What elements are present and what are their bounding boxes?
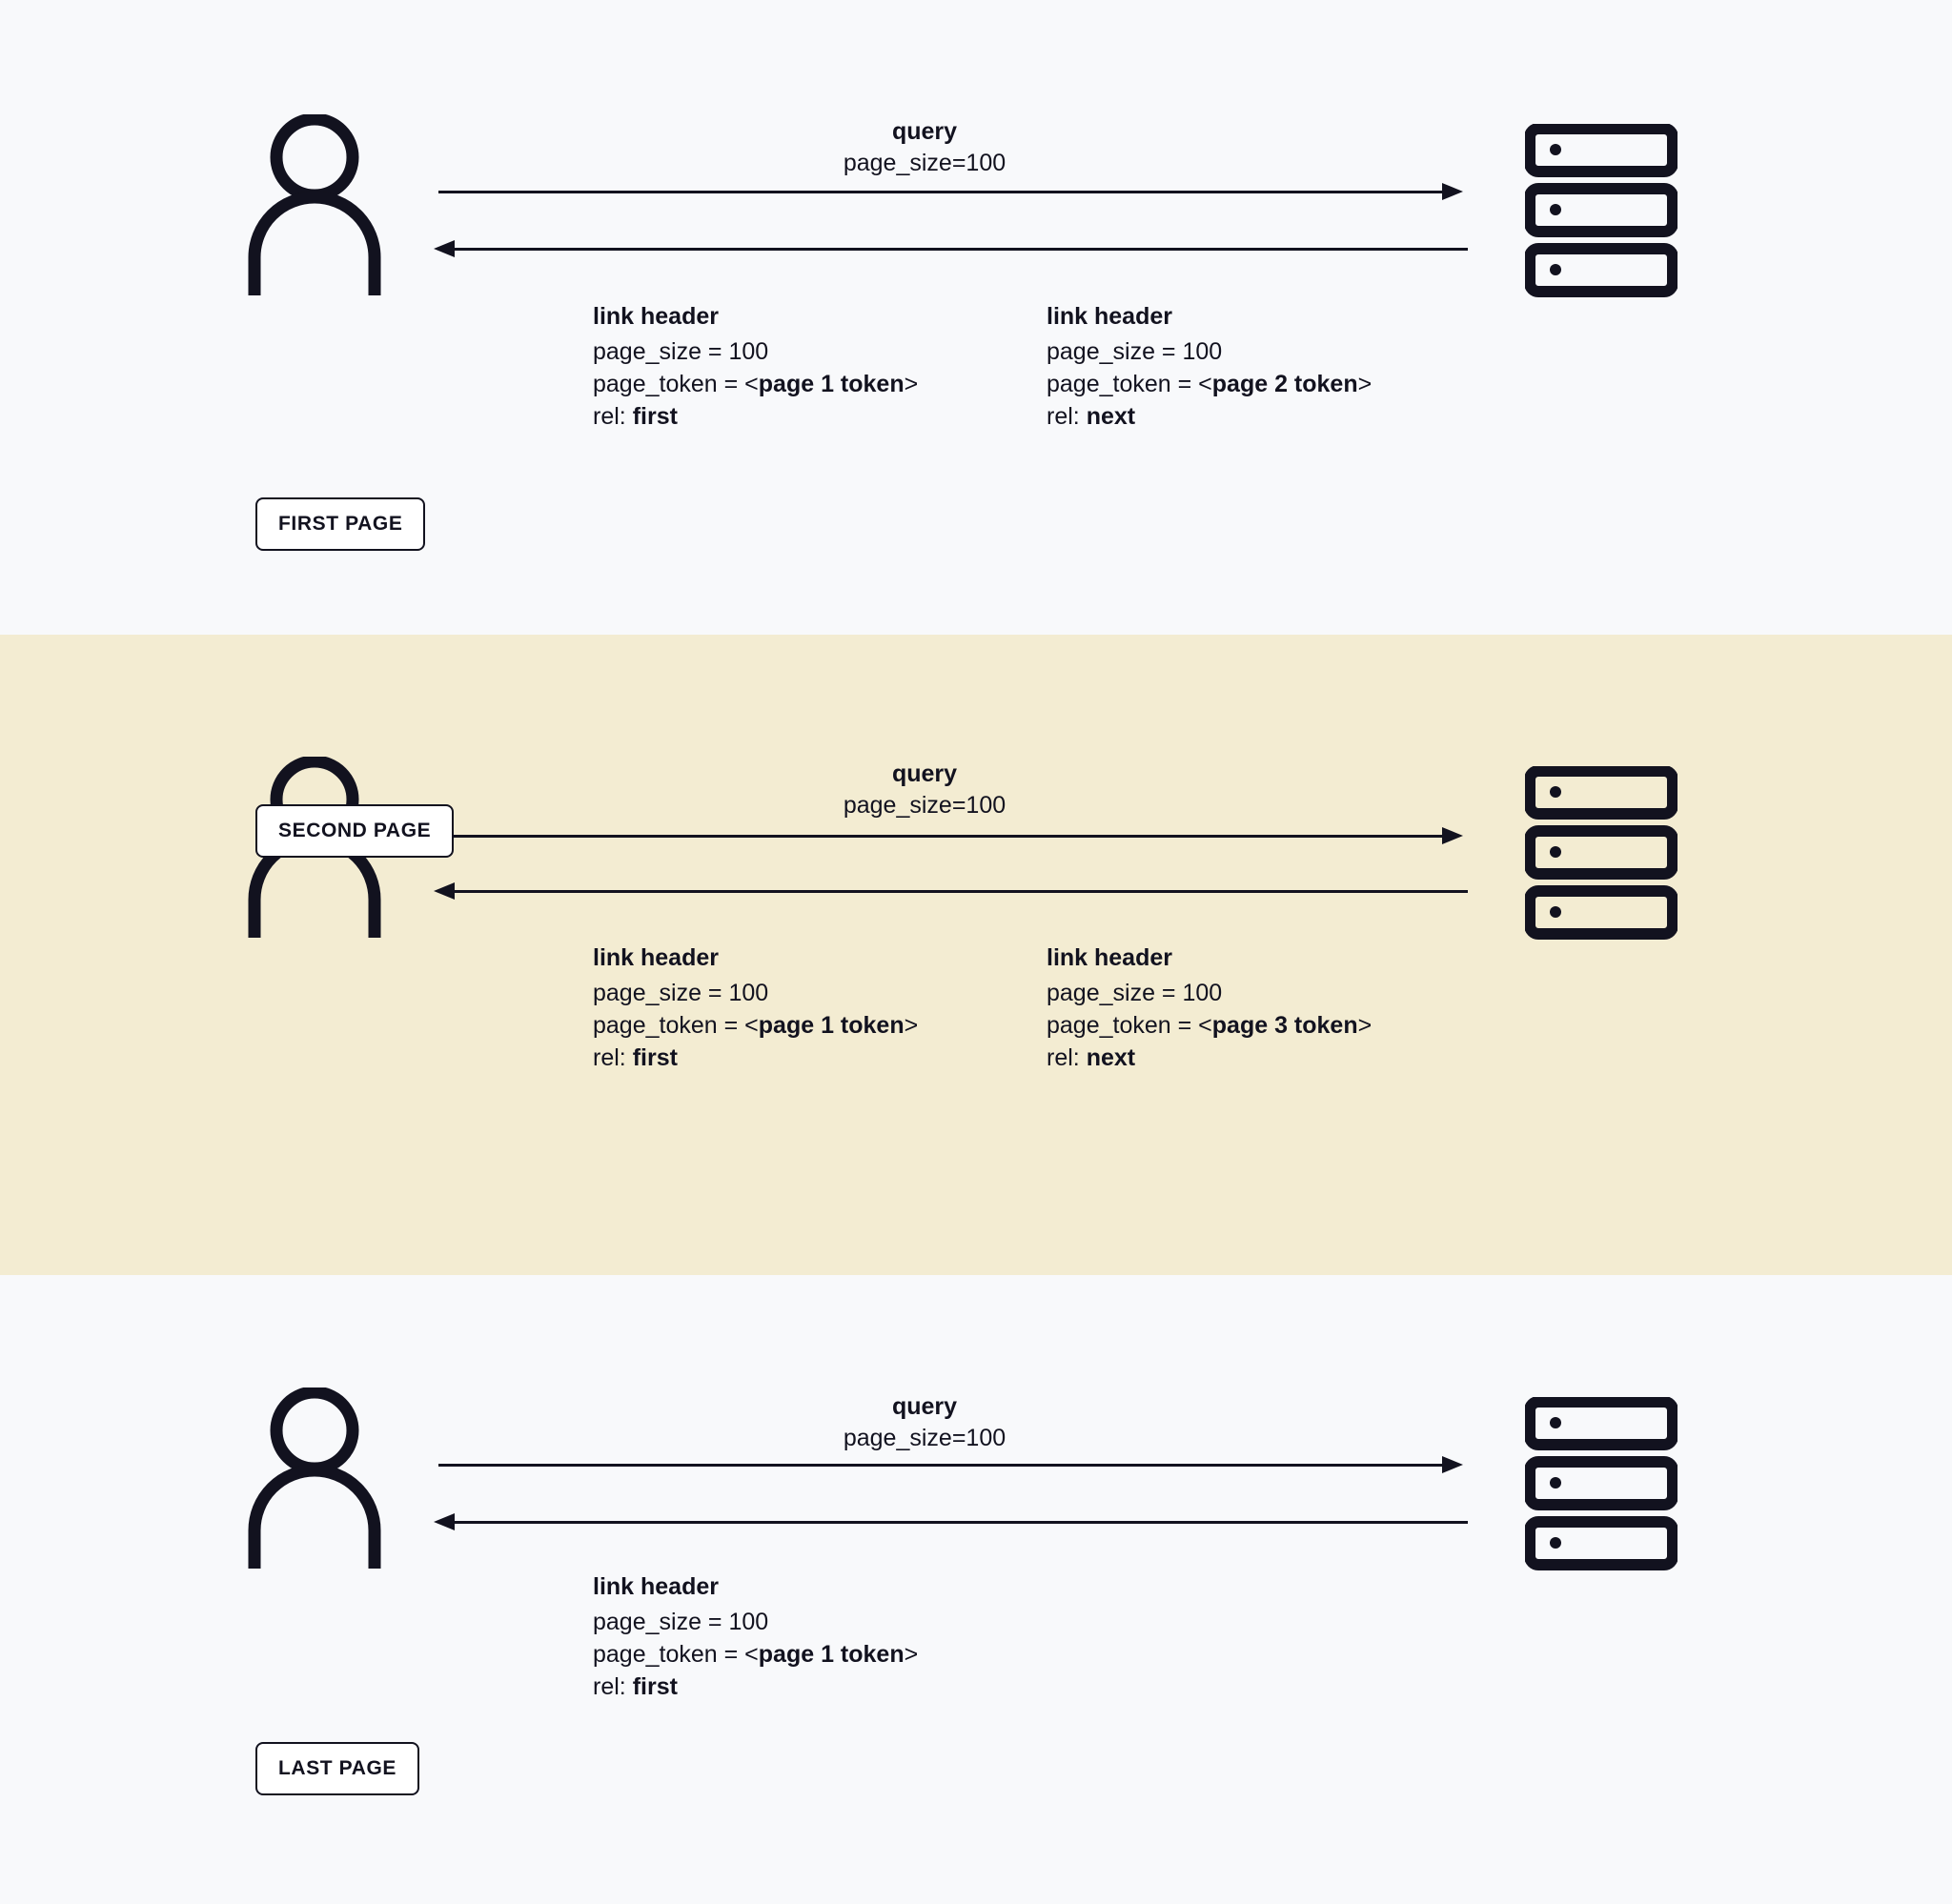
- page-token-value: page 1 token: [758, 371, 905, 397]
- link-header-block: [593, 1570, 918, 1703]
- page-badge-second: SECOND PAGE: [255, 804, 454, 858]
- rel-label: rel:: [593, 1673, 633, 1700]
- page-token-line: [593, 1638, 918, 1671]
- page-token-value: page 1 token: [758, 1641, 905, 1668]
- rel-label: rel:: [1047, 403, 1087, 430]
- section-second-page: [0, 635, 1952, 1275]
- request-value: page_size=100: [843, 150, 1006, 176]
- link-header-title: link header: [593, 303, 719, 330]
- page-token-suffix: >: [1357, 371, 1372, 397]
- rel-value: first: [632, 403, 678, 430]
- server-icon: [1525, 1397, 1678, 1573]
- rel-line: [1047, 400, 1372, 433]
- request-label: [724, 759, 1125, 821]
- page-size-line: page_size = 100: [1047, 338, 1223, 365]
- rel-value: first: [632, 1673, 678, 1700]
- request-title: query: [891, 118, 958, 145]
- person-icon: [243, 1387, 386, 1569]
- server-icon: [1525, 766, 1678, 942]
- page-size-line: page_size = 100: [593, 1609, 769, 1635]
- link-header-block: [593, 300, 918, 433]
- page-badge-first: FIRST PAGE: [255, 497, 425, 551]
- page-token-value: page 3 token: [1211, 1012, 1358, 1039]
- rel-line: [593, 400, 918, 433]
- rel-value: first: [632, 1044, 678, 1071]
- rel-value: next: [1086, 1044, 1136, 1071]
- page-badge-last: LAST PAGE: [255, 1742, 419, 1795]
- rel-line: [593, 1042, 918, 1074]
- request-label: [724, 116, 1125, 179]
- rel-line: [1047, 1042, 1372, 1074]
- rel-label: rel:: [593, 403, 633, 430]
- page-token-prefix: page_token = <: [593, 1641, 759, 1668]
- rel-value: next: [1086, 403, 1136, 430]
- rel-label: rel:: [1047, 1044, 1087, 1071]
- link-header-title: link header: [1047, 944, 1172, 971]
- link-header-block: [1047, 942, 1372, 1074]
- section-first-page: [0, 0, 1952, 635]
- request-label: [724, 1391, 1125, 1454]
- request-value: page_size=100: [843, 1425, 1006, 1451]
- page-token-line: [1047, 368, 1372, 400]
- page-token-value: page 1 token: [758, 1012, 905, 1039]
- page-token-prefix: page_token = <: [1047, 371, 1212, 397]
- request-title: query: [891, 760, 958, 787]
- page-token-value: page 2 token: [1211, 371, 1358, 397]
- request-value: page_size=100: [843, 792, 1006, 819]
- section-last-page: [0, 1275, 1952, 1904]
- request-title: query: [891, 1393, 958, 1420]
- page-token-suffix: >: [904, 1641, 919, 1668]
- page-size-line: page_size = 100: [1047, 980, 1223, 1006]
- link-header-block: [593, 942, 918, 1074]
- rel-line: [593, 1671, 918, 1703]
- page-token-line: [593, 1009, 918, 1042]
- page-size-line: page_size = 100: [593, 980, 769, 1006]
- rel-label: rel:: [593, 1044, 633, 1071]
- link-header-title: link header: [593, 944, 719, 971]
- page-size-line: page_size = 100: [593, 338, 769, 365]
- page-token-prefix: page_token = <: [593, 1012, 759, 1039]
- page-token-suffix: >: [1357, 1012, 1372, 1039]
- link-header-block: [1047, 300, 1372, 433]
- page-token-suffix: >: [904, 371, 919, 397]
- person-icon: [243, 114, 386, 295]
- link-header-title: link header: [593, 1573, 719, 1600]
- page-token-prefix: page_token = <: [593, 371, 759, 397]
- server-icon: [1525, 124, 1678, 300]
- page-token-line: [1047, 1009, 1372, 1042]
- link-header-title: link header: [1047, 303, 1172, 330]
- page-token-suffix: >: [904, 1012, 919, 1039]
- page-token-prefix: page_token = <: [1047, 1012, 1212, 1039]
- page-token-line: [593, 368, 918, 400]
